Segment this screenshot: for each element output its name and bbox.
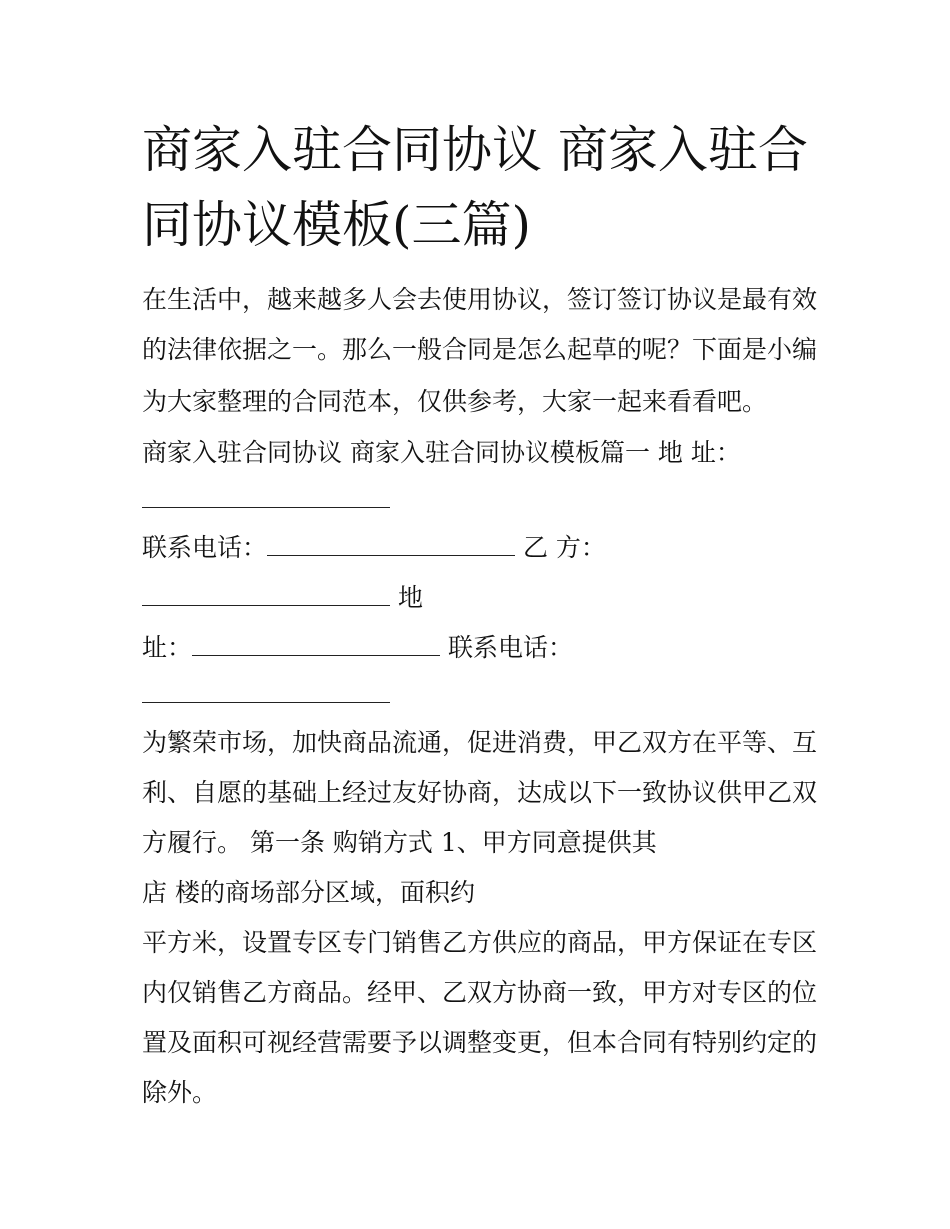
phone-blank-2 <box>142 680 390 703</box>
body-line: 方履行。 第一条 购销方式 1、甲方同意提供其 <box>142 828 657 857</box>
body-line: 内仅销售乙方商品。经甲、乙双方协商一致，甲方对专区的位 <box>142 978 818 1007</box>
intro-line: 在生活中，越来越多人会去使用协议，签订签订协议是最有效 <box>142 285 818 314</box>
phone-label-2: 联系电话： <box>447 633 573 662</box>
contract-heading: 商家入驻合同协议 商家入驻合同协议模板篇一 地 址： <box>142 438 741 467</box>
body-line: 店 楼的商场部分区域，面积约 <box>142 878 475 907</box>
body-line: 平方米，设置专区专门销售乙方供应的商品，甲方保证在专区 <box>142 928 818 957</box>
body-line: 除外。 <box>142 1078 218 1107</box>
intro-line: 的法律依据之一。那么一般合同是怎么起草的呢？下面是小编 <box>142 335 818 364</box>
document-title-line-2: 同协议模板(三篇) <box>142 196 532 254</box>
form-line <box>142 582 423 614</box>
form-line <box>142 679 390 711</box>
party-b-blank <box>142 583 390 606</box>
form-line <box>142 632 573 664</box>
document-title-line-1: 商家入驻合同协议 商家入驻合 <box>142 121 808 179</box>
body-line: 置及面积可视经营需要予以调整变更，但本合同有特别约定的 <box>142 1028 818 1057</box>
form-line <box>142 484 390 516</box>
phone-blank <box>267 533 515 556</box>
intro-line: 为大家整理的合同范本，仅供参考，大家一起来看看吧。 <box>142 387 768 416</box>
address-label-part2: 址： <box>142 633 193 662</box>
party-b-label: 乙 方： <box>522 533 606 562</box>
phone-label: 联系电话： <box>142 533 268 562</box>
form-line <box>142 532 606 564</box>
address-blank-2 <box>192 633 440 656</box>
address-blank <box>142 485 390 508</box>
body-line: 为繁荣市场，加快商品流通，促进消费，甲乙双方在平等、互 <box>142 728 818 757</box>
address-label-part1: 地 <box>397 583 423 612</box>
body-line: 利、自愿的基础上经过友好协商，达成以下一致协议供甲乙双 <box>142 778 818 807</box>
